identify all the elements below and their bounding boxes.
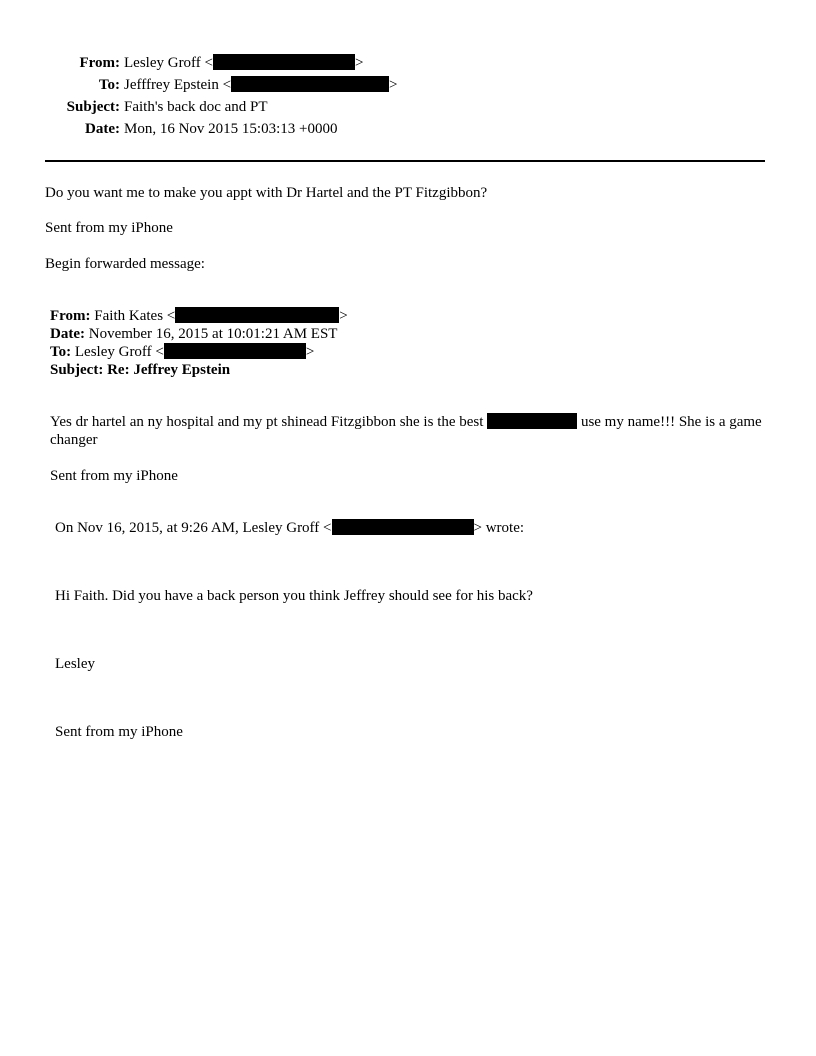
fwd-to-row [50, 343, 314, 361]
fwd-message-part1: Yes dr hartel an ny hospital and my pt shinead Fitzgibbon she is the best [50, 414, 484, 430]
fwd-to-close: > [305, 344, 315, 360]
fwd-subject-label: Subject: [50, 362, 104, 378]
fwd-message [50, 413, 774, 449]
quoted-signature: Sent from my iPhone [55, 724, 183, 740]
subject-label: Subject: [66, 99, 120, 115]
to-value [124, 76, 398, 94]
quoted-intro [55, 519, 524, 537]
body-line: Do you want me to make you appt with Dr Hartel and the PT Fitzgibbon? [45, 185, 488, 201]
fwd-from-label: From: [50, 308, 91, 324]
fwd-from-name: Faith Kates < [94, 308, 176, 324]
quoted-message: Hi Faith. Did you have a back person you think Jeffrey should see for his back? [55, 588, 533, 604]
from-label: From: [79, 55, 120, 71]
to-close: > [389, 77, 398, 93]
redaction-box [487, 413, 577, 429]
redaction-box [175, 307, 339, 323]
fwd-date-row [50, 325, 337, 343]
quoted-name: Lesley [55, 656, 95, 672]
fwd-date-label: Date: [50, 326, 85, 342]
forward-notice: Begin forwarded message: [45, 256, 205, 272]
fwd-from-close: > [339, 308, 348, 324]
to-name: Jefffrey Epstein < [124, 77, 232, 93]
header-divider [45, 160, 765, 162]
redaction-box [332, 519, 474, 535]
redaction-box [164, 343, 306, 359]
fwd-date-value: November 16, 2015 at 10:01:21 AM EST [88, 326, 338, 342]
fwd-subject-value: Re: Jeffrey Epstein [107, 362, 231, 378]
fwd-subject-row [50, 361, 230, 379]
from-name: Lesley Groff < [124, 55, 213, 71]
quoted-intro-part1: On Nov 16, 2015, at 9:26 AM, Lesley Groff < [55, 520, 332, 536]
date-label: Date: [85, 121, 120, 137]
subject-value: Faith's back doc and PT [124, 99, 268, 115]
redaction-box [231, 76, 389, 92]
fwd-to-label: To: [50, 344, 72, 360]
from-close: > [355, 55, 364, 71]
from-value [124, 54, 363, 72]
body-signature: Sent from my iPhone [45, 220, 173, 236]
date-value: Mon, 16 Nov 2015 15:03:13 +0000 [124, 121, 338, 137]
quoted-intro-part2: > wrote: [473, 520, 525, 536]
fwd-signature: Sent from my iPhone [50, 468, 178, 484]
redaction-box [213, 54, 355, 70]
fwd-message-part2: use my name!!! She is a game changer [50, 414, 762, 448]
fwd-from-row [50, 307, 348, 325]
to-label: To: [98, 77, 120, 93]
fwd-to-name: Lesley Groff < [74, 344, 164, 360]
